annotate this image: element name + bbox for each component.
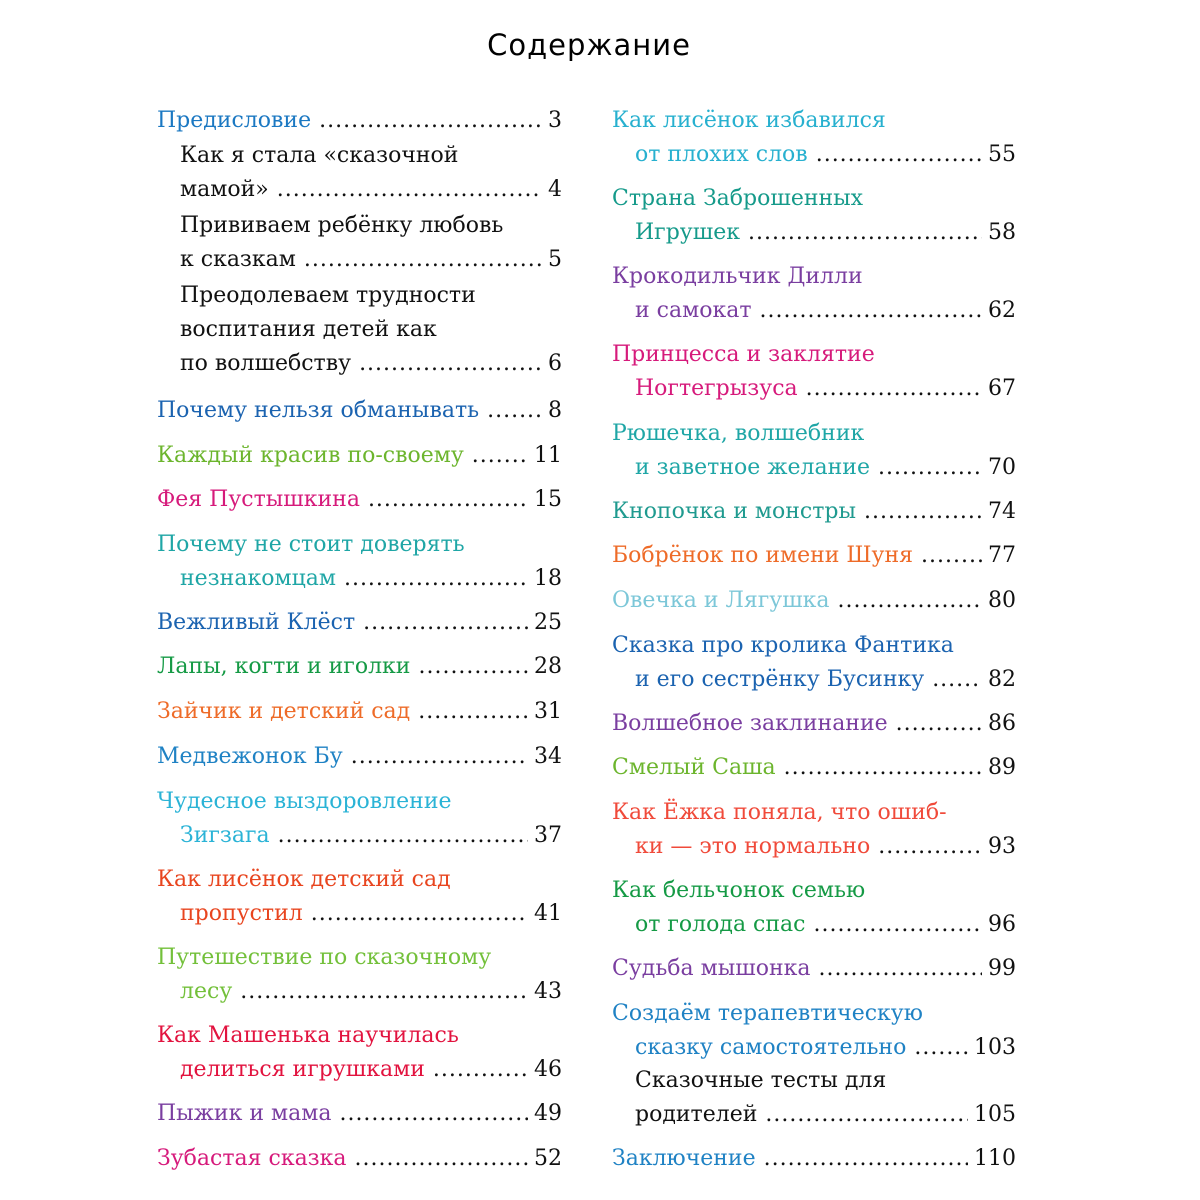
toc-entry-title: Лапы, когти и иголки (157, 654, 411, 679)
toc-entry-title: Чудесное выздоровление (157, 789, 452, 814)
toc-entry-line (612, 182, 1016, 216)
toc-leader-dots (838, 584, 982, 618)
toc-entry-title: лесу (180, 979, 233, 1004)
toc-leader-dots (351, 740, 528, 774)
toc-page-number: 89 (988, 755, 1016, 780)
toc-entry-line (157, 785, 562, 819)
toc-entry-line (157, 209, 562, 243)
toc-entry-line (612, 495, 1016, 529)
toc-leader-dots (487, 394, 542, 428)
toc-leader-dots (760, 294, 983, 328)
toc-entry[interactable] (157, 606, 562, 640)
toc-entry-title: Преодолеваем трудности (180, 283, 476, 308)
toc-entry-line (612, 663, 1016, 697)
toc-leader-dots (240, 975, 528, 1009)
toc-entry-title: Смелый Саша (612, 755, 776, 780)
toc-entry-line (612, 997, 1016, 1031)
toc-page-number: 25 (534, 610, 562, 635)
toc-page-number: 93 (988, 834, 1016, 859)
toc-entry-line (157, 1053, 562, 1087)
toc-leader-dots (304, 243, 542, 277)
toc-entry[interactable] (157, 650, 562, 684)
toc-leader-dots (878, 830, 982, 864)
toc-entry-line (157, 1019, 562, 1053)
toc-page-number: 43 (534, 979, 562, 1004)
toc-entry-title: Рюшечка, волшебник (612, 421, 865, 446)
toc-entry-title: Зайчик и детский сад (157, 699, 411, 724)
toc-page-number: 70 (988, 455, 1016, 480)
toc-entry[interactable] (157, 104, 562, 138)
toc-entry-title: мамой» (180, 177, 269, 202)
toc-entry-line (612, 629, 1016, 663)
toc-page-number: 55 (988, 142, 1016, 167)
toc-entry[interactable] (157, 439, 562, 473)
toc-entry-line (157, 740, 562, 774)
toc-entry-line (612, 1142, 1016, 1176)
toc-page-number: 34 (534, 744, 562, 769)
toc-entry-title: Пыжик и мама (157, 1101, 332, 1126)
toc-leader-dots (311, 897, 528, 931)
toc-leader-dots (355, 1142, 528, 1176)
toc-entry[interactable] (612, 629, 1016, 697)
toc-entry-line (157, 819, 562, 853)
toc-entry-line (157, 863, 562, 897)
toc-entry-title: воспитания детей как (180, 317, 437, 342)
toc-entry-title: Как Машенька научилась (157, 1023, 459, 1048)
toc-page-number: 110 (974, 1146, 1016, 1171)
toc-entry-line (157, 173, 562, 207)
toc-entry-line (612, 908, 1016, 942)
toc-entry-line (612, 451, 1016, 485)
toc-entry-line (612, 830, 1016, 864)
toc-entry-line (612, 138, 1016, 172)
toc-leader-dots (816, 138, 982, 172)
toc-entry[interactable] (157, 483, 562, 517)
toc-page-number: 4 (548, 177, 562, 202)
toc-leader-dots (277, 173, 542, 207)
toc-page-number: 28 (534, 654, 562, 679)
toc-entry-title: Как лисёнок детский сад (157, 867, 451, 892)
toc-entry[interactable] (157, 394, 562, 428)
toc-entry-line (612, 751, 1016, 785)
toc-entry-title: от голода спас (635, 912, 806, 937)
toc-entry-line (157, 279, 562, 313)
toc-leader-dots (764, 1142, 968, 1176)
toc-entry-line (157, 483, 562, 517)
toc-entry-line (157, 313, 562, 347)
toc-entry-line (157, 243, 562, 277)
toc-entry[interactable] (612, 707, 1016, 741)
toc-entry[interactable] (157, 863, 562, 931)
toc-entry-title: Зигзага (180, 823, 270, 848)
toc-entry-title: Крокодильчик Дилли (612, 264, 863, 289)
toc-entry-title: Медвежонок Бу (157, 744, 343, 769)
toc-entry-line (612, 796, 1016, 830)
toc-page-number: 5 (548, 247, 562, 272)
toc-page-number: 31 (534, 699, 562, 724)
toc-entry-line (157, 941, 562, 975)
toc-entry[interactable] (612, 584, 1016, 618)
toc-entry[interactable] (157, 785, 562, 853)
toc-entry[interactable] (612, 997, 1016, 1065)
toc-page-number: 18 (534, 566, 562, 591)
toc-leader-dots (344, 562, 528, 596)
toc-entry-line (612, 372, 1016, 406)
toc-page-number: 86 (988, 711, 1016, 736)
toc-page-number: 80 (988, 588, 1016, 613)
toc-entry-title: Судьба мышонка (612, 956, 811, 981)
toc-entry-line (612, 707, 1016, 741)
toc-entry-title: Волшебное заклинание (612, 711, 888, 736)
toc-entry[interactable] (157, 139, 562, 207)
toc-entry-line (157, 1097, 562, 1131)
toc-entry-title: Бобрёнок по имени Шуня (612, 543, 914, 568)
toc-entry-title: Прививаем ребёнку любовь (180, 213, 504, 238)
toc-entry-line (612, 1098, 1016, 1132)
toc-entry-title: Принцесса и заклятие (612, 342, 875, 367)
toc-entry-line (157, 650, 562, 684)
toc-page-number: 46 (534, 1057, 562, 1082)
toc-leader-dots (359, 347, 542, 381)
toc-entry-line (612, 952, 1016, 986)
toc-leader-dots (921, 539, 982, 573)
toc-leader-dots (472, 439, 528, 473)
toc-entry-line (612, 417, 1016, 451)
toc-entry-title: пропустил (180, 901, 303, 926)
toc-leader-dots (864, 495, 982, 529)
toc-entry-title: и заветное желание (635, 455, 870, 480)
toc-leader-dots (339, 1097, 528, 1131)
toc-entry-title: Страна Заброшенных (612, 186, 864, 211)
toc-entry-line (612, 338, 1016, 372)
toc-entry-title: Сказка про кролика Фантика (612, 633, 954, 658)
toc-page-number: 52 (534, 1146, 562, 1171)
toc-entry-line (612, 104, 1016, 138)
toc-entry-title: Зубастая сказка (157, 1146, 347, 1171)
toc-entry-title: Как я стала «сказочной (180, 143, 459, 168)
toc-entry-title: Почему нельзя обманывать (157, 398, 480, 423)
toc-entry-title: Ногтегрызуса (635, 376, 798, 401)
toc-entry-line (157, 439, 562, 473)
toc-entry-title: родителей (635, 1102, 758, 1127)
toc-entry[interactable] (612, 539, 1016, 573)
toc-page-number: 103 (974, 1035, 1016, 1060)
toc-entry[interactable] (612, 874, 1016, 942)
toc-entry-title: Вежливый Клёст (157, 610, 356, 635)
toc-entry-title: Создаём терапевтическую (612, 1001, 923, 1026)
toc-entry-line (157, 104, 562, 138)
toc-entry[interactable] (612, 796, 1016, 864)
toc-leader-dots (896, 707, 982, 741)
page-title: Содержание (487, 28, 691, 62)
toc-entry[interactable] (612, 1064, 1016, 1132)
toc-leader-dots (813, 908, 982, 942)
toc-entry-title: Почему не стоит доверять (157, 532, 465, 557)
toc-entry-line (612, 260, 1016, 294)
toc-page-number: 96 (988, 912, 1016, 937)
toc-entry[interactable] (157, 1019, 562, 1087)
toc-leader-dots (765, 1098, 968, 1132)
toc-entry[interactable] (612, 952, 1016, 986)
toc-entry-title: по волшебству (180, 351, 352, 376)
toc-page-number: 105 (974, 1102, 1016, 1127)
toc-page-number: 37 (534, 823, 562, 848)
toc-entry[interactable] (612, 260, 1016, 328)
toc-entry-title: от плохих слов (635, 142, 808, 167)
toc-entry-title: и его сестрёнку Бусинку (635, 667, 925, 692)
toc-entry[interactable] (157, 1097, 562, 1131)
toc-entry-line (612, 539, 1016, 573)
toc-entry[interactable] (157, 279, 562, 381)
toc-entry-line (157, 695, 562, 729)
toc-entry-title: делиться игрушками (180, 1057, 425, 1082)
toc-leader-dots (784, 751, 982, 785)
toc-leader-dots (806, 372, 982, 406)
toc-entry-line (612, 1064, 1016, 1098)
toc-leader-dots (932, 663, 982, 697)
toc-entry-title: Игрушек (635, 220, 740, 245)
toc-entry[interactable] (612, 182, 1016, 250)
toc-entry-line (157, 975, 562, 1009)
toc-entry[interactable] (612, 417, 1016, 485)
toc-entry-line (612, 1031, 1016, 1065)
toc-entry[interactable] (612, 338, 1016, 406)
toc-entry-line (157, 394, 562, 428)
toc-entry[interactable] (157, 941, 562, 1009)
toc-page-number: 6 (548, 351, 562, 376)
toc-entry-title: Как Ёжка поняла, что ошиб- (612, 800, 947, 825)
toc-page-number: 62 (988, 298, 1016, 323)
toc-page-number: 8 (548, 398, 562, 423)
toc-entry-line (612, 874, 1016, 908)
toc-leader-dots (418, 695, 528, 729)
toc-entry[interactable] (612, 104, 1016, 172)
toc-page-number: 49 (534, 1101, 562, 1126)
toc-entry[interactable] (157, 1142, 562, 1176)
toc-entry[interactable] (612, 1142, 1016, 1176)
toc-entry-line (157, 139, 562, 173)
toc-leader-dots (878, 451, 982, 485)
toc-entry-line (157, 347, 562, 381)
toc-entry-title: Как лисёнок избавился (612, 108, 886, 133)
toc-leader-dots (819, 952, 982, 986)
toc-entry-line (157, 897, 562, 931)
toc-entry-line (612, 584, 1016, 618)
toc-page-number: 99 (988, 956, 1016, 981)
toc-page-number: 15 (534, 487, 562, 512)
toc-leader-dots (418, 650, 528, 684)
toc-entry-line (157, 606, 562, 640)
toc-entry-title: Сказочные тесты для (635, 1068, 887, 1093)
toc-leader-dots (278, 819, 528, 853)
toc-entry-line (157, 1142, 562, 1176)
toc-entry-line (612, 294, 1016, 328)
toc-entry-line (157, 562, 562, 596)
toc-entry[interactable] (157, 209, 562, 277)
toc-leader-dots (748, 216, 982, 250)
toc-page-number: 67 (988, 376, 1016, 401)
toc-page-number: 58 (988, 220, 1016, 245)
toc-page-number: 82 (988, 667, 1016, 692)
toc-entry[interactable] (612, 495, 1016, 529)
toc-leader-dots (319, 104, 542, 138)
toc-entry-title: Как бельчонок семью (612, 878, 866, 903)
toc-entry-title: Предисловие (157, 108, 312, 133)
toc-entry-title: Овечка и Лягушка (612, 588, 830, 613)
toc-entry[interactable] (157, 740, 562, 774)
toc-entry-title: Заключение (612, 1146, 756, 1171)
toc-entry[interactable] (157, 695, 562, 729)
toc-entry-title: ки — это нормально (635, 834, 871, 859)
toc-entry-title: Кнопочка и монстры (612, 499, 857, 524)
toc-page-number: 41 (534, 901, 562, 926)
toc-leader-dots (368, 483, 528, 517)
toc-entry-line (612, 216, 1016, 250)
toc-page-number: 11 (534, 443, 562, 468)
toc-entry-title: к сказкам (180, 247, 296, 272)
toc-entry-title: Путешествие по сказочному (157, 945, 492, 970)
toc-entry-title: и самокат (635, 298, 752, 323)
toc-page-number: 74 (988, 499, 1016, 524)
toc-entry-title: Каждый красив по-своему (157, 443, 464, 468)
toc-leader-dots (363, 606, 528, 640)
toc-page-number: 77 (988, 543, 1016, 568)
toc-entry-title: незнакомцам (180, 566, 336, 591)
toc-page-number: 3 (548, 108, 562, 133)
toc-entry-title: Фея Пустышкина (157, 487, 360, 512)
toc-leader-dots (914, 1031, 968, 1065)
toc-entry[interactable] (612, 751, 1016, 785)
toc-entry[interactable] (157, 528, 562, 596)
toc-entry-line (157, 528, 562, 562)
toc-entry-title: сказку самостоятельно (635, 1035, 907, 1060)
toc-leader-dots (433, 1053, 528, 1087)
